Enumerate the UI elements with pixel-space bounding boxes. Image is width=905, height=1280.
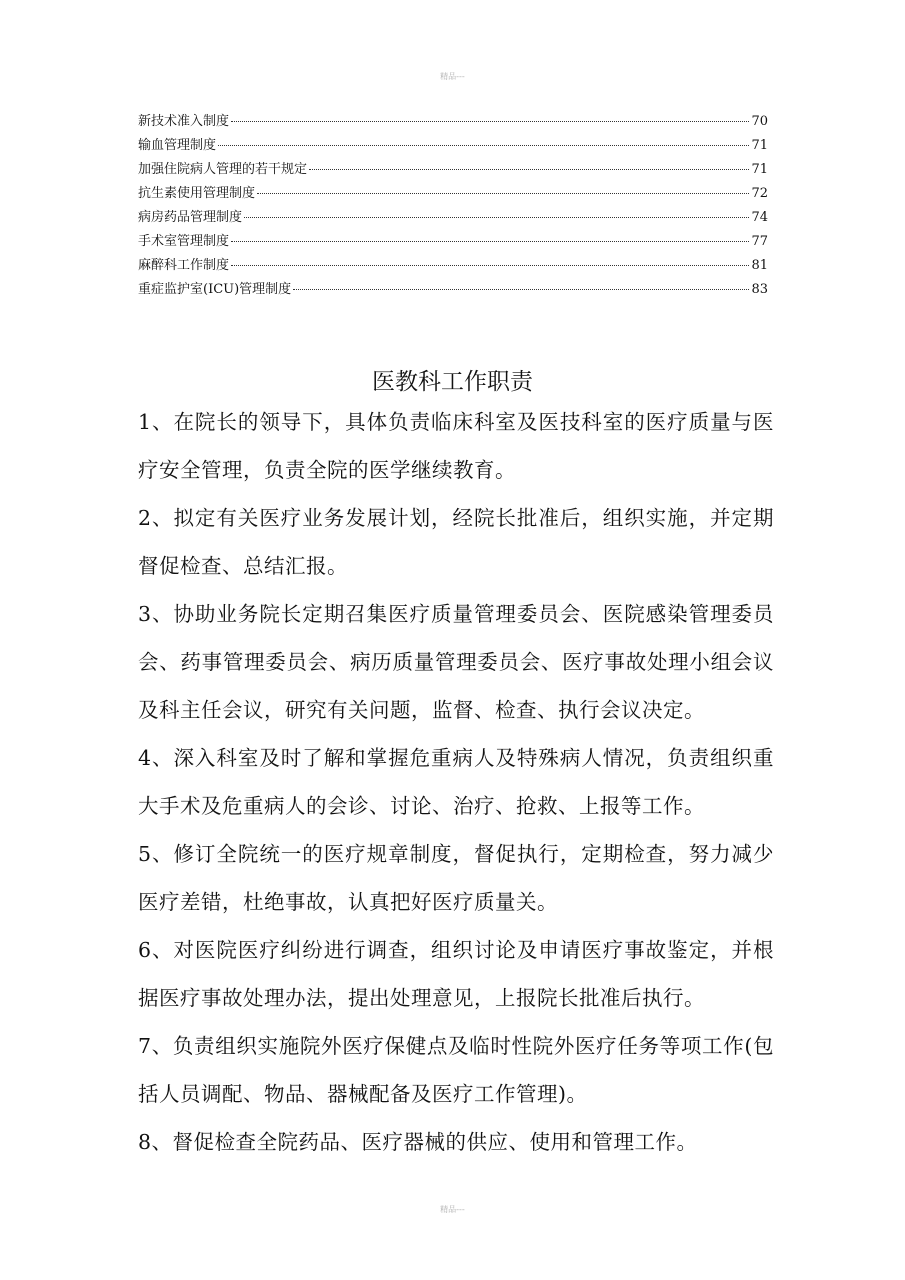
toc-entry-page: 72 (751, 186, 768, 201)
duty-paragraph: 8、督促检查全院药品、医疗器械的供应、使用和管理工作。 (138, 1130, 698, 1154)
duties-list (138, 398, 774, 1166)
toc-entry[interactable] (138, 230, 768, 254)
toc-leader-dots (231, 241, 749, 242)
duty-paragraph: 6、对医院医疗纠纷进行调查，组织讨论及申请医疗事故鉴定，并根据医疗事故处理办法，提出处理意见，上报院长批准后执行。 (138, 938, 774, 1010)
toc-entry-page: 77 (751, 234, 768, 249)
toc-entry-page: 70 (751, 114, 768, 129)
duty-paragraph: 5、修订全院统一的医疗规章制度，督促执行，定期检查，努力减少医疗差错，杜绝事故，认真把好医疗质量关。 (138, 842, 774, 914)
toc-entry-title: 重症监护室(ICU)管理制度 (138, 282, 292, 297)
toc-entry-page: 83 (751, 282, 768, 297)
toc-entry-page: 71 (751, 162, 768, 177)
table-of-contents (138, 110, 768, 302)
toc-leader-dots (293, 289, 749, 290)
toc-entry-title: 麻醉科工作制度 (138, 258, 230, 273)
toc-entry[interactable] (138, 158, 768, 182)
toc-entry-page: 71 (751, 138, 768, 153)
duty-paragraph: 4、深入科室及时了解和掌握危重病人及特殊病人情况，负责组织重大手术及危重病人的会诊、讨论、治疗、抢救、上报等工作。 (138, 746, 774, 818)
document-title: 医教科工作职责 (372, 369, 533, 396)
toc-entry[interactable] (138, 206, 768, 230)
toc-entry-title: 加强住院病人管理的若干规定 (138, 162, 308, 177)
toc-entry[interactable] (138, 254, 768, 278)
toc-entry[interactable] (138, 134, 768, 158)
duty-paragraph: 2、拟定有关医疗业务发展计划，经院长批准后，组织实施，并定期督促检查、总结汇报。 (138, 506, 774, 578)
toc-leader-dots (231, 265, 749, 266)
toc-entry-title: 新技术准入制度 (138, 114, 230, 129)
toc-leader-dots (309, 169, 749, 170)
toc-leader-dots (257, 193, 749, 194)
toc-entry-title: 病房药品管理制度 (138, 210, 243, 225)
toc-entry-page: 81 (751, 258, 768, 273)
footer-watermark: 精品--- (440, 1205, 465, 1214)
header-watermark: 精品--- (440, 72, 465, 81)
toc-entry-page: 74 (751, 210, 768, 225)
duty-paragraph: 3、协助业务院长定期召集医疗质量管理委员会、医院感染管理委员会、药事管理委员会、病历质量管理委员会、医疗事故处理小组会议及科主任会议，研究有关问题，监督、检查、执行会议决定。 (138, 602, 774, 722)
toc-entry[interactable] (138, 110, 768, 134)
duty-paragraph: 1、在院长的领导下，具体负责临床科室及医技科室的医疗质量与医疗安全管理，负责全院的医学继续教育。 (138, 410, 774, 482)
toc-leader-dots (231, 121, 749, 122)
duty-paragraph: 7、负责组织实施院外医疗保健点及临时性院外医疗任务等项工作(包括人员调配、物品、器械配备及医疗工作管理)。 (138, 1034, 774, 1106)
toc-entry-title: 手术室管理制度 (138, 234, 230, 249)
toc-leader-dots (244, 217, 749, 218)
toc-entry-title: 抗生素使用管理制度 (138, 186, 256, 201)
toc-entry-title: 输血管理制度 (138, 138, 217, 153)
toc-entry[interactable] (138, 182, 768, 206)
toc-entry[interactable] (138, 278, 768, 302)
toc-leader-dots (218, 145, 749, 146)
